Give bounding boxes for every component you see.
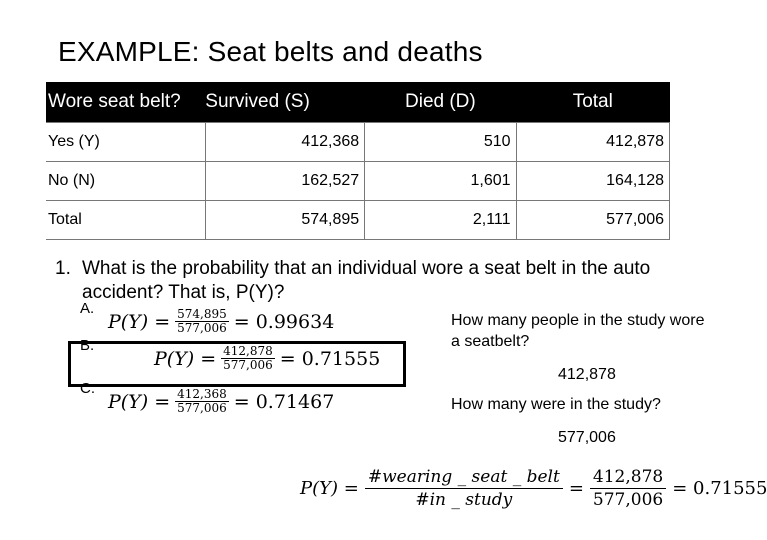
option-b-lhs: P(Y) =	[154, 347, 217, 370]
option-c-lhs: P(Y) =	[108, 390, 171, 413]
formula-word-numerator: #wearing _ seat _ belt	[365, 466, 563, 489]
formula-numerator: 412,878	[590, 466, 666, 489]
page-title: EXAMPLE: Seat belts and deaths	[58, 36, 483, 67]
side-question-study: How many were in the study?	[451, 396, 661, 413]
table-row	[46, 123, 670, 162]
option-b-result: = 0.71555	[279, 347, 381, 370]
row-label: Total	[46, 201, 205, 240]
formula-word-fraction	[365, 466, 563, 511]
formula-result: = 0.71555	[672, 478, 767, 499]
option-b-numerator: 412,878	[223, 344, 273, 358]
table-row	[46, 162, 670, 201]
cell-survived: 412,368	[205, 123, 364, 162]
side-question-seatbelt: How many people in the study wore a seatbelt?	[451, 312, 705, 350]
cell-died: 1,601	[365, 162, 516, 201]
option-a-result: = 0.99634	[233, 310, 335, 333]
header-died: Died (D)	[365, 82, 516, 123]
header-wore-seat-belt: Wore seat belt?	[46, 82, 205, 123]
row-label: Yes (Y)	[46, 123, 205, 162]
cell-total: 412,878	[516, 123, 669, 162]
option-b-letter: B.	[80, 336, 95, 354]
formula-lhs: P(Y) =	[300, 478, 359, 499]
option-a-numerator: 574,895	[177, 307, 227, 321]
header-survived: Survived (S)	[205, 82, 364, 123]
formula-denominator: 577,006	[592, 490, 664, 510]
option-c-fraction	[175, 388, 229, 415]
option-c-letter: C.	[80, 379, 95, 397]
header-total: Total	[516, 82, 669, 123]
option-b-denominator: 577,006	[223, 358, 273, 372]
cell-total: 577,006	[516, 201, 669, 240]
option-b-fraction	[221, 345, 275, 372]
question-text: What is the probability that an individual wore a seat belt in the auto accident? That is, P(Y)?	[82, 258, 651, 303]
table-row	[46, 201, 670, 240]
option-c-result: = 0.71467	[233, 390, 335, 413]
cell-survived: 574,895	[205, 201, 364, 240]
option-c-numerator: 412,368	[177, 387, 227, 401]
formula-word-denominator: #in _ study	[415, 490, 513, 510]
formula-number-fraction	[590, 466, 666, 511]
side-answer-study: 577,006	[558, 429, 616, 446]
option-c-denominator: 577,006	[177, 401, 227, 415]
option-a-fraction	[175, 308, 229, 335]
cell-survived: 162,527	[205, 162, 364, 201]
cell-total: 164,128	[516, 162, 669, 201]
option-a-letter: A.	[80, 299, 95, 317]
option-a-denominator: 577,006	[177, 321, 227, 335]
table-header-row	[46, 82, 670, 123]
cell-died: 510	[365, 123, 516, 162]
question-number: 1.	[55, 258, 71, 279]
seat-belt-table	[46, 82, 670, 240]
row-label: No (N)	[46, 162, 205, 201]
formula-equals: =	[568, 478, 584, 499]
option-a-lhs: P(Y) =	[108, 310, 171, 333]
side-answer-seatbelt: 412,878	[558, 366, 616, 383]
probability-formula	[300, 466, 767, 511]
cell-died: 2,111	[365, 201, 516, 240]
